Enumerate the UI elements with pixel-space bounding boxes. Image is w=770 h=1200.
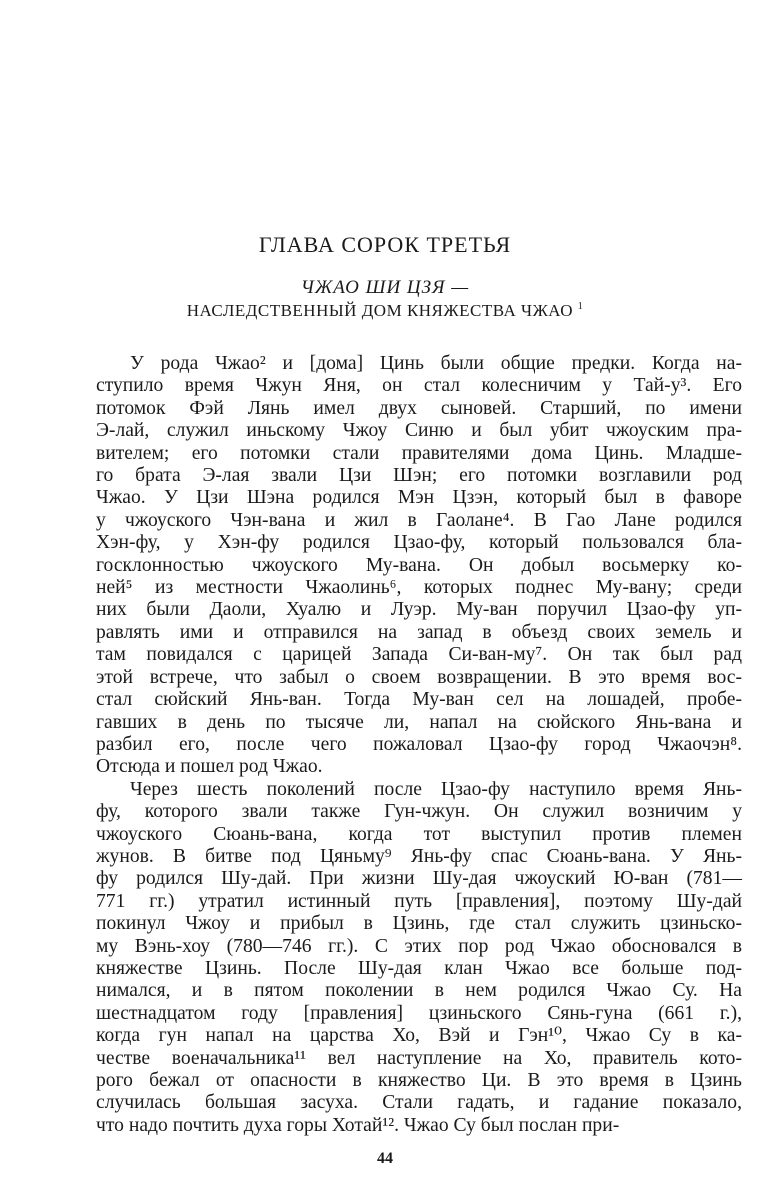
page-number: 44	[377, 1150, 393, 1167]
text-line: случилась большая засуха. Стали гадать, и гадание показало,	[96, 1092, 742, 1114]
text-line: Э-лай, служил иньскому Чжоу Синю и был убит чжоуским пра-	[96, 420, 742, 442]
text-line: чжоуского Сюань-вана, когда тот выступил против племен	[96, 823, 742, 845]
chapter-subtitle-line1: ЧЖАО ШИ ЦЗЯ —	[300, 277, 470, 298]
text-line: Отсюда и пошел род Чжао.	[96, 756, 323, 778]
text-line: гавших в день по тысяче ли, напал на сюйского Янь-вана и	[96, 711, 742, 733]
text-line: Через шесть поколений после Цзао-фу наступило время Янь-	[130, 778, 742, 800]
text-line: что надо почтить духа горы Хотай¹². Чжао Су был послан при-	[96, 1114, 620, 1136]
text-line: Хэн-фу, у Хэн-фу родился Цзао-фу, который пользовался бла-	[96, 532, 742, 554]
text-line: рого бежал от опасности в княжество Ци. В это время в Цзинь	[96, 1070, 742, 1091]
text-line: му Вэнь-хоу (780—746 гг.). С этих пор род Чжао обосновался в	[96, 935, 742, 957]
text-line: Чжао. У Цзи Шэна родился Мэн Цзэн, который был в фаворе	[96, 487, 742, 509]
chapter-subtitle-text: НАСЛЕДСТВЕННЫЙ ДОМ КНЯЖЕСТВА ЧЖАО	[186, 301, 574, 320]
text-line: вителем; его потомки стали правителями дома Цинь. Младше-	[96, 442, 742, 464]
text-line: стал сюйский Янь-ван. Тогда Му-ван сел на лошадей, пробе-	[96, 689, 742, 711]
text-line: равлять ими и отправился на запад в объезд своих земель и	[96, 621, 742, 643]
text-line: честве военачальника¹¹ вел наступление на Хо, правитель кото-	[96, 1047, 742, 1069]
text-line: княжестве Цзинь. После Шу-дая клан Чжао все больше под-	[96, 957, 742, 979]
text-line: 771 гг.) утратил истинный путь [правления], поэтому Шу-дай	[96, 890, 742, 912]
text-line: потомок Фэй Лянь имел двух сыновей. Старший, по имени	[96, 397, 742, 419]
text-line: нимался, и в пятом поколении в нем родился Чжао Су. На	[96, 980, 742, 1002]
text-line: этой встрече, что забыл о своем возвращении. В это время вос-	[96, 666, 742, 688]
text-line: ступило время Чжун Яня, он стал колесничим у Тай-у³. Его	[96, 375, 742, 397]
footnote-marker: 1	[577, 301, 584, 312]
text-line: там повидался с царицей Запада Си-ван-му⁷. Он так был рад	[96, 644, 742, 666]
text-line: разбил его, после чего пожаловал Цзао-фу город Чжаочэн⁸.	[96, 733, 742, 755]
text-line: покинул Чжоу и прибыл в Цзинь, где стал служить цзиньско-	[96, 913, 742, 935]
text-line: когда гун напал на царства Хо, Вэй и Гэн¹⁰, Чжао Су в ка-	[96, 1025, 742, 1047]
chapter-title: ГЛАВА СОРОК ТРЕТЬЯ	[258, 232, 512, 257]
text-line: У рода Чжао² и [дома] Цинь были общие предки. Когда на-	[130, 353, 742, 374]
text-line: ней⁵ из местности Чжаолинь⁶, которых поднес Му-вану; среди	[96, 577, 742, 599]
text-line: фу, которого звали также Гун-чжун. Он служил возничим у	[96, 801, 742, 823]
text-line: них были Даоли, Хуалю и Луэр. Му-ван поручил Цзао-фу уп-	[96, 599, 742, 621]
chapter-subtitle-line2	[0, 301, 770, 321]
text-line: шестнадцатом году [правления] цзиньского Сянь-гуна (661 г.),	[96, 1002, 742, 1024]
text-line: жунов. В битве под Цяньму⁹ Янь-фу спас Сюань-вана. У Янь-	[96, 845, 742, 867]
text-line: фу родился Шу-дай. При жизни Шу-дая чжоуский Ю-ван (781—	[96, 868, 742, 890]
text-line: го брата Э-лая звали Цзи Шэн; его потомки возглавили род	[96, 465, 742, 487]
text-line: госклонностью чжоуского Му-вана. Он добыл восьмерку ко-	[96, 554, 742, 576]
text-line: у чжоуского Чэн-вана и жил в Гаолане⁴. В Гао Лане родился	[96, 509, 742, 531]
body-text	[96, 353, 742, 1137]
